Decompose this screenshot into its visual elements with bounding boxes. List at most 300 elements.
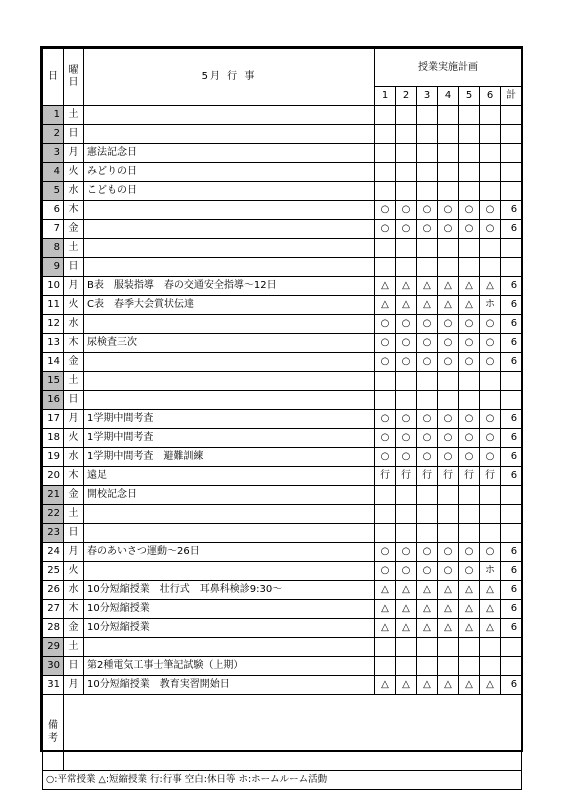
plan-mark xyxy=(438,182,459,201)
plan-mark: ○ xyxy=(375,562,396,581)
plan-mark: △ xyxy=(480,676,501,695)
plan-mark: △ xyxy=(375,619,396,638)
plan-mark: ○ xyxy=(396,410,417,429)
plan-mark: ○ xyxy=(396,220,417,239)
plan-mark xyxy=(375,505,396,524)
plan-mark: △ xyxy=(375,581,396,600)
plan-mark: ○ xyxy=(417,543,438,562)
plan-mark xyxy=(417,106,438,125)
plan-column-header: 6 xyxy=(480,87,501,106)
weekday: 月 xyxy=(64,410,84,429)
day-row xyxy=(43,600,522,619)
plan-mark: ○ xyxy=(459,353,480,372)
plan-mark xyxy=(417,505,438,524)
plan-mark: ○ xyxy=(438,353,459,372)
plan-total: 6 xyxy=(501,353,522,372)
plan-mark: ○ xyxy=(459,315,480,334)
weekday: 金 xyxy=(64,220,84,239)
plan-mark: ○ xyxy=(480,353,501,372)
weekday-header-text: 曜 日 xyxy=(68,64,79,88)
plan-mark xyxy=(375,144,396,163)
day-number: 27 xyxy=(43,600,64,619)
plan-mark xyxy=(417,524,438,543)
plan-mark xyxy=(438,505,459,524)
plan-mark: ○ xyxy=(480,220,501,239)
plan-mark: ホ xyxy=(480,296,501,315)
day-number: 2 xyxy=(43,125,64,144)
plan-mark: ○ xyxy=(438,543,459,562)
plan-mark: △ xyxy=(459,600,480,619)
plan-mark: △ xyxy=(396,296,417,315)
day-row xyxy=(43,201,522,220)
weekday: 月 xyxy=(64,277,84,296)
plan-mark: △ xyxy=(438,619,459,638)
plan-total xyxy=(501,372,522,391)
plan-mark xyxy=(480,486,501,505)
plan-mark xyxy=(375,657,396,676)
plan-mark xyxy=(396,125,417,144)
weekday: 日 xyxy=(64,524,84,543)
schedule-sheet xyxy=(40,46,523,786)
plan-mark: △ xyxy=(480,581,501,600)
event-text: 尿検査三次 xyxy=(84,334,375,353)
plan-mark xyxy=(417,657,438,676)
plan-mark: △ xyxy=(438,296,459,315)
day-number: 4 xyxy=(43,163,64,182)
plan-total: 6 xyxy=(501,334,522,353)
plan-total: 6 xyxy=(501,619,522,638)
plan-total xyxy=(501,182,522,201)
plan-mark xyxy=(438,638,459,657)
plan-mark: △ xyxy=(417,619,438,638)
plan-mark xyxy=(438,239,459,258)
plan-mark xyxy=(438,372,459,391)
day-row xyxy=(43,277,522,296)
plan-mark xyxy=(459,239,480,258)
plan-column-header: 4 xyxy=(438,87,459,106)
event-text xyxy=(84,239,375,258)
day-row xyxy=(43,334,522,353)
plan-mark: ○ xyxy=(480,543,501,562)
day-row xyxy=(43,543,522,562)
plan-mark xyxy=(417,391,438,410)
plan-total xyxy=(501,239,522,258)
schedule-table xyxy=(42,48,522,790)
plan-mark xyxy=(417,144,438,163)
plan-mark xyxy=(396,182,417,201)
plan-total: 6 xyxy=(501,467,522,486)
day-row xyxy=(43,638,522,657)
plan-mark xyxy=(396,106,417,125)
weekday: 土 xyxy=(64,638,84,657)
weekday: 木 xyxy=(64,600,84,619)
weekday: 土 xyxy=(64,372,84,391)
weekday: 金 xyxy=(64,619,84,638)
plan-mark: △ xyxy=(417,277,438,296)
plan-mark: ○ xyxy=(438,220,459,239)
plan-mark: 行 xyxy=(396,467,417,486)
plan-mark xyxy=(396,239,417,258)
event-text: C表 春季大会賞状伝達 xyxy=(84,296,375,315)
plan-mark: ○ xyxy=(459,448,480,467)
plan-mark xyxy=(375,258,396,277)
day-row xyxy=(43,258,522,277)
plan-mark: ○ xyxy=(480,201,501,220)
plan-mark xyxy=(459,106,480,125)
day-number: 28 xyxy=(43,619,64,638)
plan-mark xyxy=(480,638,501,657)
event-text: 10分短縮授業 xyxy=(84,600,375,619)
plan-mark: ○ xyxy=(459,334,480,353)
plan-mark: ○ xyxy=(417,562,438,581)
day-number: 17 xyxy=(43,410,64,429)
weekday: 土 xyxy=(64,106,84,125)
plan-mark: ○ xyxy=(438,448,459,467)
plan-mark xyxy=(480,182,501,201)
weekday: 火 xyxy=(64,296,84,315)
plan-mark: 行 xyxy=(480,467,501,486)
plan-total: 6 xyxy=(501,201,522,220)
plan-mark: ○ xyxy=(396,562,417,581)
weekday: 月 xyxy=(64,144,84,163)
plan-mark xyxy=(480,524,501,543)
plan-mark xyxy=(480,391,501,410)
plan-mark xyxy=(480,163,501,182)
plan-mark xyxy=(396,505,417,524)
plan-title: 授業実施計画 xyxy=(375,49,522,87)
plan-mark: △ xyxy=(396,619,417,638)
plan-mark xyxy=(480,125,501,144)
plan-mark: ○ xyxy=(396,448,417,467)
day-number: 3 xyxy=(43,144,64,163)
day-number: 10 xyxy=(43,277,64,296)
weekday: 水 xyxy=(64,581,84,600)
event-text xyxy=(84,372,375,391)
event-text: B表 服装指導 春の交通安全指導～12日 xyxy=(84,277,375,296)
day-column-header: 日 xyxy=(43,49,64,106)
event-text xyxy=(84,638,375,657)
weekday: 火 xyxy=(64,429,84,448)
plan-mark xyxy=(480,258,501,277)
day-row xyxy=(43,239,522,258)
plan-mark xyxy=(438,391,459,410)
plan-mark xyxy=(396,486,417,505)
plan-total xyxy=(501,505,522,524)
plan-mark: ○ xyxy=(438,429,459,448)
day-row xyxy=(43,429,522,448)
plan-mark xyxy=(396,163,417,182)
plan-mark xyxy=(459,657,480,676)
plan-mark: ○ xyxy=(375,315,396,334)
weekday: 金 xyxy=(64,486,84,505)
plan-mark: △ xyxy=(438,277,459,296)
plan-total xyxy=(501,486,522,505)
plan-mark: ○ xyxy=(417,353,438,372)
plan-mark xyxy=(459,372,480,391)
plan-mark: ○ xyxy=(396,334,417,353)
day-number: 20 xyxy=(43,467,64,486)
event-text: 1学期中間考査 xyxy=(84,410,375,429)
notes-row xyxy=(43,695,522,771)
plan-mark xyxy=(459,391,480,410)
notes-area xyxy=(64,695,522,771)
plan-mark xyxy=(459,258,480,277)
day-row xyxy=(43,562,522,581)
day-number: 21 xyxy=(43,486,64,505)
plan-mark: △ xyxy=(375,676,396,695)
plan-total xyxy=(501,391,522,410)
plan-column-header: 計 xyxy=(501,87,522,106)
day-row xyxy=(43,410,522,429)
plan-mark: △ xyxy=(480,619,501,638)
event-text: 1学期中間考査 xyxy=(84,429,375,448)
plan-mark xyxy=(396,144,417,163)
weekday-column-header xyxy=(64,49,84,106)
plan-mark xyxy=(480,657,501,676)
weekday: 火 xyxy=(64,562,84,581)
plan-mark: ○ xyxy=(396,543,417,562)
plan-mark xyxy=(459,505,480,524)
plan-mark xyxy=(438,125,459,144)
plan-total: 6 xyxy=(501,562,522,581)
plan-mark: △ xyxy=(396,581,417,600)
plan-mark: ○ xyxy=(480,315,501,334)
plan-mark: ○ xyxy=(438,562,459,581)
plan-total: 6 xyxy=(501,277,522,296)
plan-mark: △ xyxy=(480,600,501,619)
plan-mark: △ xyxy=(438,581,459,600)
plan-mark xyxy=(417,372,438,391)
plan-mark: ○ xyxy=(417,334,438,353)
plan-mark xyxy=(438,163,459,182)
weekday: 土 xyxy=(64,505,84,524)
weekday: 日 xyxy=(64,391,84,410)
plan-mark: ○ xyxy=(438,410,459,429)
plan-total: 6 xyxy=(501,581,522,600)
plan-mark xyxy=(417,163,438,182)
plan-mark: △ xyxy=(375,600,396,619)
plan-mark xyxy=(375,239,396,258)
plan-column-header: 1 xyxy=(375,87,396,106)
plan-mark: ○ xyxy=(417,429,438,448)
plan-mark xyxy=(375,125,396,144)
day-number: 14 xyxy=(43,353,64,372)
plan-mark: ○ xyxy=(480,448,501,467)
plan-mark: ○ xyxy=(480,334,501,353)
plan-mark xyxy=(417,258,438,277)
plan-mark xyxy=(459,144,480,163)
plan-mark xyxy=(396,372,417,391)
weekday: 水 xyxy=(64,448,84,467)
day-number: 9 xyxy=(43,258,64,277)
day-number: 15 xyxy=(43,372,64,391)
day-number: 7 xyxy=(43,220,64,239)
plan-mark: ○ xyxy=(396,201,417,220)
weekday: 火 xyxy=(64,163,84,182)
day-number: 13 xyxy=(43,334,64,353)
plan-mark: △ xyxy=(375,277,396,296)
plan-mark: ○ xyxy=(375,334,396,353)
plan-mark xyxy=(375,638,396,657)
plan-total: 6 xyxy=(501,410,522,429)
plan-total xyxy=(501,144,522,163)
plan-total xyxy=(501,125,522,144)
day-row xyxy=(43,220,522,239)
plan-mark: △ xyxy=(438,600,459,619)
event-text: 第2種電気工事士筆記試験（上期） xyxy=(84,657,375,676)
day-row xyxy=(43,467,522,486)
plan-mark xyxy=(396,524,417,543)
plan-mark xyxy=(375,106,396,125)
plan-mark: ○ xyxy=(375,543,396,562)
plan-mark xyxy=(396,258,417,277)
event-text: 10分短縮授業 xyxy=(84,619,375,638)
plan-mark: 行 xyxy=(417,467,438,486)
day-row xyxy=(43,486,522,505)
event-text xyxy=(84,391,375,410)
plan-mark xyxy=(438,106,459,125)
day-row xyxy=(43,296,522,315)
plan-mark: ○ xyxy=(375,429,396,448)
plan-mark: △ xyxy=(459,619,480,638)
plan-mark: ○ xyxy=(459,201,480,220)
plan-column-header: 3 xyxy=(417,87,438,106)
plan-mark: △ xyxy=(417,581,438,600)
plan-mark xyxy=(459,163,480,182)
plan-total xyxy=(501,163,522,182)
day-row xyxy=(43,315,522,334)
plan-mark: ○ xyxy=(438,315,459,334)
plan-mark xyxy=(396,638,417,657)
event-text: 10分短縮授業 教育実習開始日 xyxy=(84,676,375,695)
event-text xyxy=(84,220,375,239)
plan-mark xyxy=(375,163,396,182)
weekday: 日 xyxy=(64,657,84,676)
plan-mark: △ xyxy=(375,296,396,315)
plan-mark: ○ xyxy=(417,220,438,239)
event-text xyxy=(84,258,375,277)
plan-mark xyxy=(480,106,501,125)
plan-mark xyxy=(375,182,396,201)
day-row xyxy=(43,372,522,391)
weekday: 月 xyxy=(64,676,84,695)
plan-mark xyxy=(375,372,396,391)
plan-mark: ○ xyxy=(396,353,417,372)
plan-mark xyxy=(480,505,501,524)
page-title: 5月 行 事 xyxy=(84,49,375,106)
plan-mark: ○ xyxy=(417,201,438,220)
plan-mark: ○ xyxy=(438,334,459,353)
plan-mark xyxy=(459,182,480,201)
legend-text: ○:平常授業 △:短縮授業 行:行事 空白:休日等 ホ:ホームルーム活動 xyxy=(43,771,522,790)
plan-mark: △ xyxy=(480,277,501,296)
plan-mark: ○ xyxy=(459,410,480,429)
plan-mark: ○ xyxy=(417,315,438,334)
plan-mark: ○ xyxy=(438,201,459,220)
event-text: 憲法記念日 xyxy=(84,144,375,163)
plan-mark xyxy=(480,372,501,391)
day-row xyxy=(43,619,522,638)
weekday: 水 xyxy=(64,315,84,334)
plan-mark xyxy=(396,391,417,410)
plan-mark xyxy=(480,144,501,163)
day-number: 1 xyxy=(43,106,64,125)
plan-mark xyxy=(438,657,459,676)
plan-mark: 行 xyxy=(438,467,459,486)
plan-mark xyxy=(438,258,459,277)
plan-mark xyxy=(459,638,480,657)
plan-mark: △ xyxy=(438,676,459,695)
plan-mark: ○ xyxy=(375,410,396,429)
plan-total: 6 xyxy=(501,315,522,334)
event-text: 春のあいさつ運動～26日 xyxy=(84,543,375,562)
day-row xyxy=(43,182,522,201)
day-row xyxy=(43,163,522,182)
plan-mark xyxy=(459,524,480,543)
plan-total: 6 xyxy=(501,543,522,562)
plan-total xyxy=(501,258,522,277)
day-row xyxy=(43,524,522,543)
day-row xyxy=(43,676,522,695)
weekday: 木 xyxy=(64,334,84,353)
plan-mark: ○ xyxy=(480,410,501,429)
event-text xyxy=(84,505,375,524)
event-text: 1学期中間考査 避難訓練 xyxy=(84,448,375,467)
plan-mark: △ xyxy=(396,277,417,296)
weekday: 木 xyxy=(64,467,84,486)
event-text xyxy=(84,353,375,372)
plan-mark: △ xyxy=(459,296,480,315)
day-number: 25 xyxy=(43,562,64,581)
weekday: 金 xyxy=(64,353,84,372)
plan-total: 6 xyxy=(501,296,522,315)
event-text xyxy=(84,524,375,543)
plan-mark: ○ xyxy=(417,448,438,467)
plan-mark xyxy=(375,524,396,543)
day-row xyxy=(43,144,522,163)
event-text: こどもの日 xyxy=(84,182,375,201)
plan-total xyxy=(501,638,522,657)
event-text: 10分短縮授業 壮行式 耳鼻科検診9:30～ xyxy=(84,581,375,600)
plan-mark xyxy=(438,524,459,543)
plan-total xyxy=(501,657,522,676)
plan-mark: △ xyxy=(417,296,438,315)
plan-mark: ○ xyxy=(396,315,417,334)
plan-mark xyxy=(417,638,438,657)
day-number: 22 xyxy=(43,505,64,524)
plan-mark: △ xyxy=(396,600,417,619)
plan-mark: △ xyxy=(396,676,417,695)
plan-mark: ○ xyxy=(417,410,438,429)
weekday: 月 xyxy=(64,543,84,562)
weekday: 土 xyxy=(64,239,84,258)
plan-mark: ○ xyxy=(459,220,480,239)
plan-mark: ○ xyxy=(396,429,417,448)
event-text xyxy=(84,201,375,220)
plan-mark: △ xyxy=(417,600,438,619)
day-number: 5 xyxy=(43,182,64,201)
plan-total xyxy=(501,524,522,543)
day-number: 30 xyxy=(43,657,64,676)
event-text xyxy=(84,562,375,581)
plan-mark: ○ xyxy=(459,562,480,581)
plan-mark: ○ xyxy=(480,429,501,448)
plan-mark xyxy=(375,486,396,505)
plan-mark: ○ xyxy=(375,201,396,220)
plan-mark: △ xyxy=(459,676,480,695)
plan-mark xyxy=(417,182,438,201)
plan-mark: ○ xyxy=(459,429,480,448)
